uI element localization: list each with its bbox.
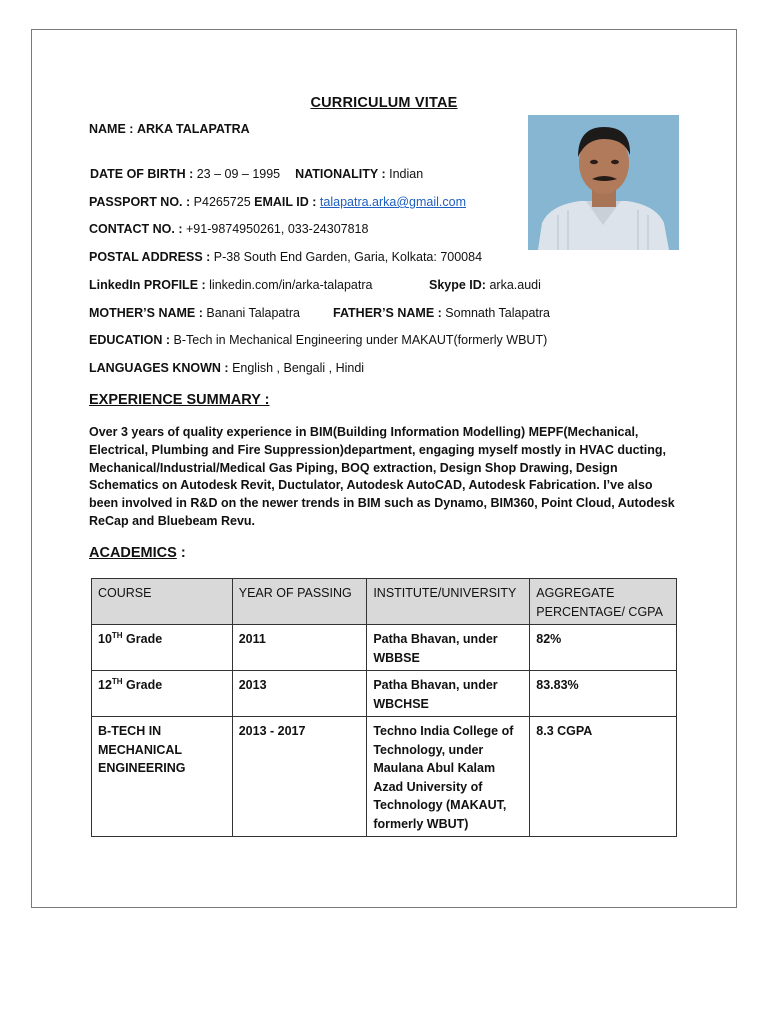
education-value: B-Tech in Mechanical Engineering under MAKAUT(formerly WBUT) [173,333,548,347]
languages-label: LANGUAGES KNOWN : [89,361,229,375]
aggregate-cell: 82% [530,625,677,671]
contact-row [89,221,368,237]
aggregate-cell: 8.3 CGPA [530,717,677,837]
table-row [92,717,677,837]
skype-value: arka.audi [489,278,541,292]
father-row [333,305,550,321]
table-row [92,625,677,671]
languages-value: English , Bengali , Hindi [232,361,365,375]
skype-row [429,277,541,293]
header-year: YEAR OF PASSING [232,579,367,625]
languages-row [89,360,364,376]
institute-cell: Techno India College of Technology, under Maulana Abul Kalam Azad University of Technology (MAKAUT, formerly WBUT) [367,717,530,837]
dob-label: DATE OF BIRTH : [90,167,194,181]
contact-value: +91-9874950261, 033-24307818 [186,222,369,236]
academics-table [91,578,677,837]
name-label: NAME : [89,122,134,136]
person-photo-icon [528,115,679,250]
aggregate-cell: 83.83% [530,671,677,717]
mother-label: MOTHER’S NAME : [89,306,203,320]
nationality-label: NATIONALITY : [295,167,386,181]
experience-summary [89,424,679,531]
name-value: ARKA TALAPATRA [136,122,250,136]
institute-cell: Patha Bhavan, under WBCHSE [367,671,530,717]
experience-heading: EXPERIENCE SUMMARY : [89,392,270,408]
education-label: EDUCATION : [89,333,171,347]
year-cell: 2013 - 2017 [232,717,367,837]
academics-heading-suffix: : [176,545,186,561]
header-course: COURSE [92,579,233,625]
course-cell: B-TECH IN MECHANICAL ENGINEERING [92,717,233,837]
header-aggregate: AGGREGATE PERCENTAGE/ CGPA [530,579,677,625]
header-institute: INSTITUTE/UNIVERSITY [367,579,530,625]
year-cell: 2013 [232,671,367,717]
year-cell: 2011 [232,625,367,671]
academics-heading-text: ACADEMICS [89,545,177,561]
profile-photo [528,115,679,250]
course-cell: 10TH Grade [92,625,233,671]
page-title: CURRICULUM VITAE [310,95,458,111]
mother-row [89,305,300,321]
table-header-row [92,579,677,625]
institute-cell: Patha Bhavan, under WBBSE [367,625,530,671]
nationality-value: Indian [389,167,424,181]
linkedin-value: linkedin.com/in/arka-talapatra [209,278,373,292]
table-row [92,671,677,717]
postal-label: POSTAL ADDRESS : [89,250,211,264]
mother-value: Banani Talapatra [206,306,300,320]
course-cell: 12TH Grade [92,671,233,717]
passport-row [89,194,466,210]
email-label: EMAIL ID : [254,195,317,209]
father-label: FATHER’S NAME : [333,306,442,320]
dob-value: 23 – 09 – 1995 [196,167,281,181]
passport-value: P4265725 [193,195,251,209]
education-row [89,332,547,348]
email-link[interactable]: talapatra.arka@gmail.com [319,195,467,209]
name-row [89,121,250,137]
father-value: Somnath Talapatra [445,306,550,320]
linkedin-row [89,277,372,293]
passport-label: PASSPORT NO. : [89,195,191,209]
postal-row [89,249,482,265]
linkedin-label: LinkedIn PROFILE : [89,278,206,292]
experience-summary-text: Over 3 years of quality experience in BIM(Building Information Modelling) MEPF(Mechanical, Electrical, Plumbing and Fire Suppression)department, engaging myself mostly in HVAC ducting, Mechanical/Industrial/Medical Gas Piping, BOQ extraction, Design Shop Drawing, Design Schematics on Autodesk Revit, Ductulator, Autodesk AutoCAD, Autodesk Fabrication. I’ve also been involved in R&D on the newer trends in BIM such as Dynamo, BIM360, Point Cloud, Autodesk ReCap and Bluebeam Revu. [89,425,675,528]
academics-heading [89,545,186,561]
postal-value: P-38 South End Garden, Garia, Kolkata: 700084 [213,250,483,264]
dob-row [90,166,423,182]
contact-label: CONTACT NO. : [89,222,183,236]
skype-label: Skype ID: [429,278,486,292]
